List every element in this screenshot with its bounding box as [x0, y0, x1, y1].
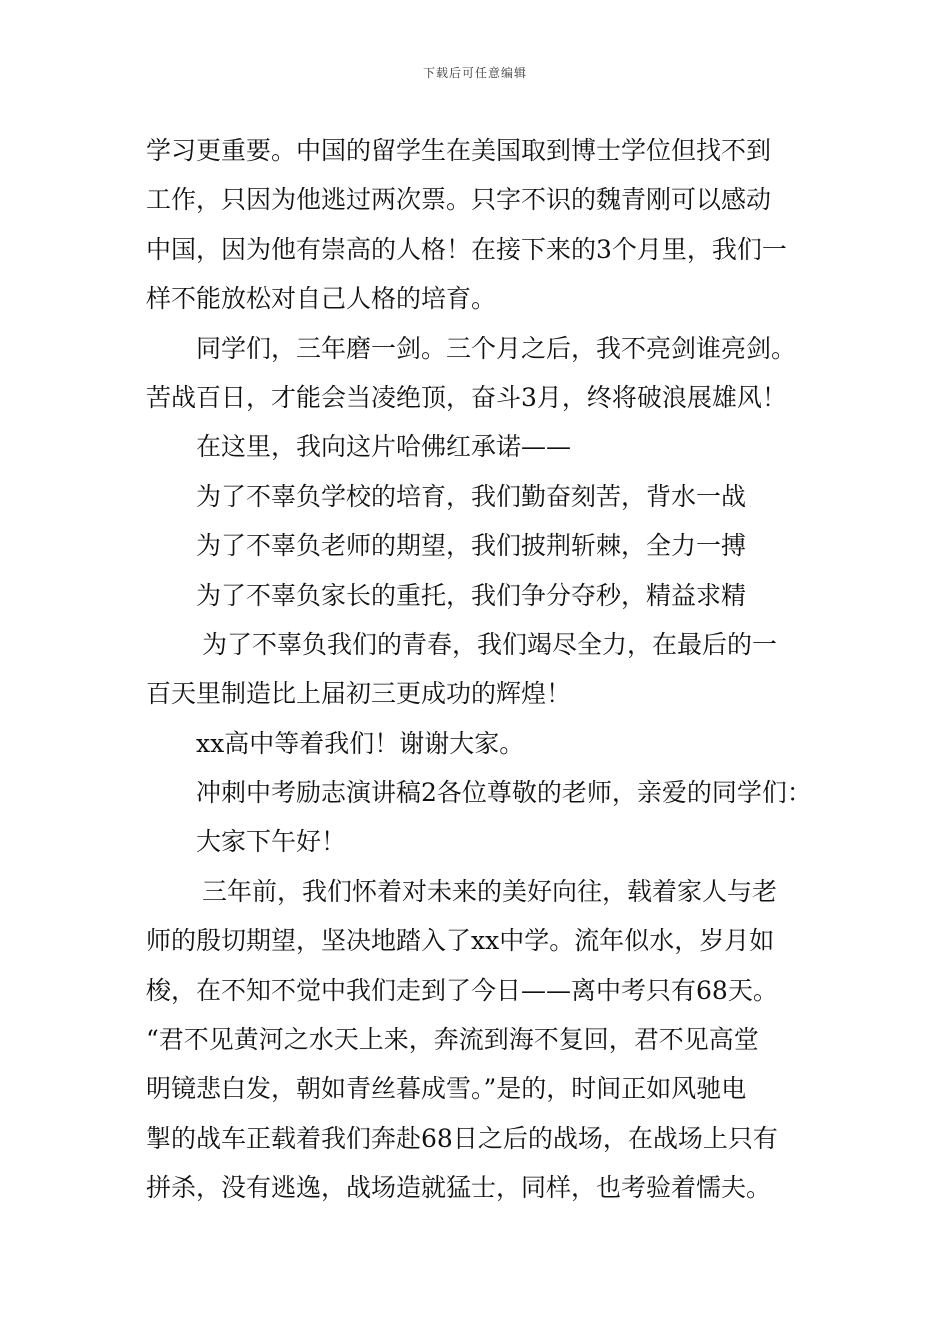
text-line: 样不能放松对自己人格的培育。	[146, 284, 497, 314]
text-line: 梭，在不知不觉中我们走到了今日——离中考只有68天。	[146, 975, 778, 1005]
text-line: 同学们，三年磨一剑。三个月之后，我不亮剑谁亮剑。	[196, 333, 797, 363]
text-line: 为了不辜负老师的期望，我们披荆斩棘，全力一搏	[196, 531, 747, 561]
text-line: 中国，因为他有崇高的人格！在接下来的3个月里，我们一	[146, 234, 787, 264]
text-line: 明镜悲白发，朝如青丝暮成雪。”是的，时间正如风驰电	[146, 1074, 747, 1104]
text-line: 拼杀，没有逃逸，战场造就猛士，同样，也考验着懦夫。	[146, 1173, 772, 1203]
text-line: 为了不辜负我们的青春，我们竭尽全力，在最后的一	[202, 629, 778, 659]
text-line: xx高中等着我们！谢谢大家。	[196, 728, 525, 758]
text-line: 冲刺中考励志演讲稿2各位尊敬的老师，亲爱的同学们：	[196, 778, 812, 808]
document-body	[146, 126, 814, 1213]
text-line: 为了不辜负学校的培育，我们勤奋刻苦，背水一战	[196, 481, 747, 511]
text-line: 在这里，我向这片哈佛红承诺——	[196, 432, 572, 462]
text-line: 工作，只因为他逃过两次票。只字不识的魏青刚可以感动	[146, 185, 772, 215]
text-line: 大家下午好！	[196, 827, 347, 857]
text-line: 百天里制造比上届初三更成功的辉煌！	[146, 679, 572, 709]
text-line: 学习更重要。中国的留学生在美国取到博士学位但找不到	[146, 136, 772, 165]
text-line: 掣的战车正载着我们奔赴68日之后的战场，在战场上只有	[146, 1123, 778, 1153]
text-line: 苦战百日，才能会当凌绝顶，奋斗3月，终将破浪展雄风！	[146, 382, 787, 412]
text-line: 师的殷切期望，坚决地踏入了xx中学。流年似水，岁月如	[146, 926, 775, 956]
text-line: “君不见黄河之水天上来，奔流到海不复回，君不见高堂	[146, 1025, 759, 1055]
text-line: 为了不辜负家长的重托，我们争分夺秒，精益求精	[196, 580, 747, 610]
text-line: 三年前，我们怀着对未来的美好向往，载着家人与老	[202, 876, 778, 906]
page-header-note: 下载后可任意编辑	[422, 66, 527, 80]
